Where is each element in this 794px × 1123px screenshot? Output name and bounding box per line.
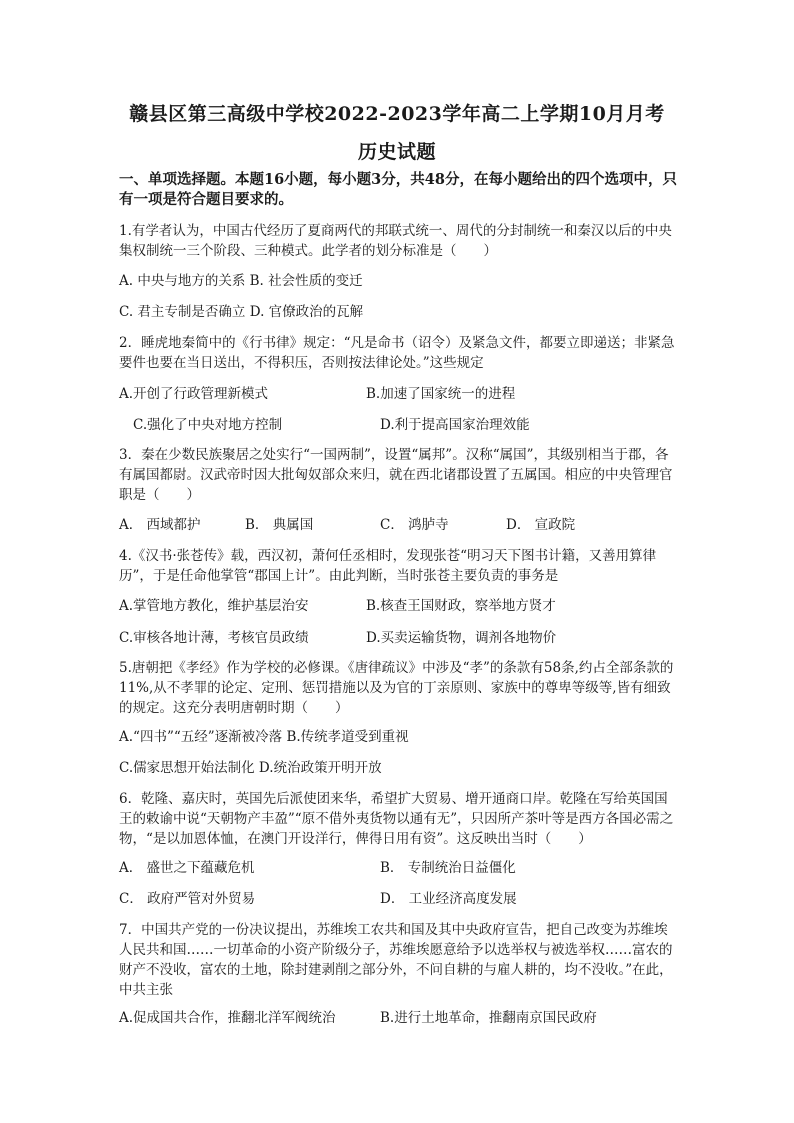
question-4-option-b: B.核查王国财政，察举地方贤才 <box>366 598 556 614</box>
question-5-options-cd: C.儒家思想开始法制化 D.统治政策开明开放 <box>119 760 382 776</box>
question-6-stem: 6．乾隆、嘉庆时，英国先后派使团来华，希望扩大贸易、增开通商口岸。乾隆在写给英国国王的敕谕中说“天朝物产丰盈”“原不借外夷货物以通有无”，只因所产茶叶等是西方各国必需之物，“是以加恩体恤，在澳门开设洋行，俾得日用有资”。这反映出当时（ ） <box>119 791 674 847</box>
question-2-option-a: A.开创了行政管理新模式 <box>119 386 269 402</box>
question-1-options-cd: C. 君主专制是否确立 D. 官僚政治的瓦解 <box>119 304 364 320</box>
question-3-option-a: A． 西域都护 <box>119 517 201 533</box>
question-2-stem: 2．睡虎地秦简中的《行书律》规定：“凡是命书（诏令）及紧急文件，都要立即递送；非紧急要件也要在当日送出，不得积压，否则按法律论处。”这些规定 <box>119 335 675 371</box>
question-6-option-a: A． 盛世之下蕴藏危机 <box>119 860 255 876</box>
question-2-option-c: C.强化了中央对地方控制 <box>133 417 283 433</box>
question-2-option-d: D.利于提高国家治理效能 <box>380 417 530 433</box>
question-6-option-b: B． 专制统治日益僵化 <box>380 860 516 876</box>
question-1-stem: 1.有学者认为，中国古代经历了夏商两代的邦联式统一、周代的分封制统一和秦汉以后的中央集权制统一三个阶段、三种模式。此学者的划分标准是（ ） <box>119 223 672 259</box>
question-6-option-d: D． 工业经济高度发展 <box>380 891 517 907</box>
question-6-option-c: C． 政府严管对外贸易 <box>119 891 256 907</box>
question-4-stem: 4.《汉书·张苍传》载，西汉初，萧何任丞相时，发现张苍“明习天下图书计籍，又善用算律历”，于是任命他掌管“郡国上计”。由此判断，当时张苍主要负责的事务是 <box>119 548 657 584</box>
question-4-option-c: C.审核各地计薄，考核官员政绩 <box>119 630 309 646</box>
question-7-stem: 7．中国共产党的一份决议提出，苏维埃工农共和国及其中央政府宣告，把自己改变为苏维埃人民共和国……一切革命的小资产阶级分子，苏维埃愿意给予以选举权与被选举权……富农的财产不没收，富农的土地，除封建剥削之部分外，不问自耕的与雇人耕的，均不没收。”在此，中共主张 <box>119 922 673 998</box>
exam-title: 赣县区第三高级中学校2022-2023学年高二上学期10月月考 <box>129 103 665 125</box>
question-3-option-d: D． 宣政院 <box>506 517 576 533</box>
question-4-option-d: D.买卖运输货物，调剂各地物价 <box>366 630 557 646</box>
question-3-option-b: B． 典属国 <box>245 517 314 533</box>
question-2-option-b: B.加速了国家统一的进程 <box>366 386 516 402</box>
question-3-option-c: C． 鸿胪寺 <box>380 517 449 533</box>
question-7-option-b: B.进行土地革命，推翻南京国民政府 <box>380 1010 597 1026</box>
question-4-option-a: A.掌管地方教化，维护基层治安 <box>119 598 309 614</box>
section-heading: 一、单项选择题。本题16小题，每小题3分，共48分，在每小题给出的四个选项中，只有一项是符合题目要求的。 <box>119 171 677 208</box>
question-1-options-ab: A. 中央与地方的关系 B. 社会性质的变迁 <box>119 273 363 289</box>
question-7-option-a: A.促成国共合作，推翻北洋军阀统治 <box>119 1010 336 1026</box>
exam-subtitle: 历史试题 <box>357 141 436 163</box>
question-3-stem: 3．秦在少数民族聚居之处实行“一国两制”，设置“属邦”。汉称“属国”，其级别相当于郡，各有属国都尉。汉武帝时因大批匈奴部众来归，就在西北诸郡设置了五属国。相应的中央管理官职是（ ） <box>119 447 673 503</box>
question-5-stem: 5.唐朝把《孝经》作为学校的必修课。《唐律疏议》中涉及“孝”的条款有58条,约占全部条款的11%,从不孝罪的论定、定刑、惩罚措施以及为官的丁亲原则、家族中的尊卑等级等,皆有细致的规定。这充分表明唐朝时期（ ） <box>119 660 674 716</box>
question-5-options-ab: A.“四书”“五经”逐渐被冷落 B.传统孝道受到重视 <box>119 729 409 745</box>
